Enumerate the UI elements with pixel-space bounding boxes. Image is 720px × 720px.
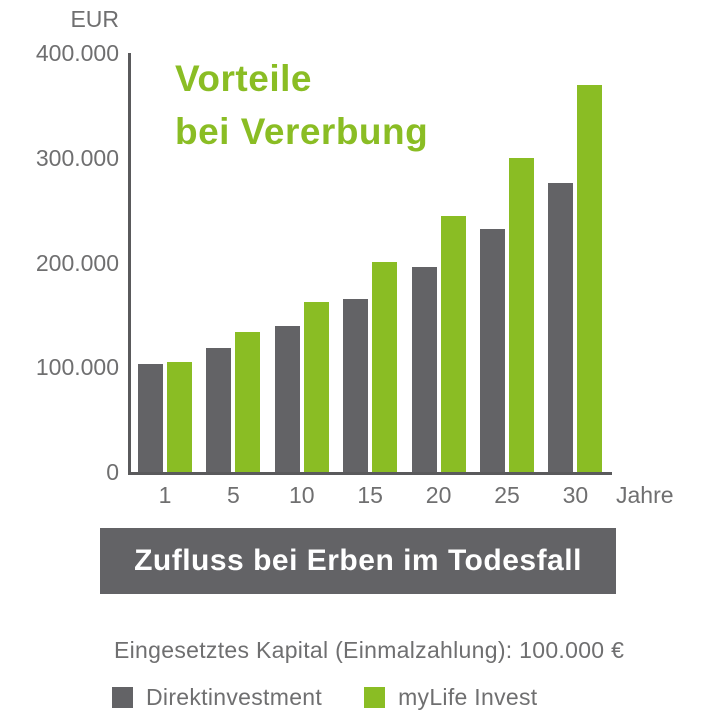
bar-mylife-invest-jahr-1 <box>167 362 192 472</box>
bar-mylife-invest-jahr-25 <box>509 158 534 472</box>
bar-direktinvestment-jahr-15 <box>343 299 368 472</box>
legend-item-direktinvestment <box>112 684 322 711</box>
x-tick-label: 15 <box>357 482 383 508</box>
y-axis-line <box>128 53 131 473</box>
chart-title-line1: Vorteile <box>175 58 312 99</box>
y-tick-label: 0 <box>106 459 119 485</box>
legend-label: myLife Invest <box>398 684 538 710</box>
chart-title <box>175 52 428 158</box>
x-tick-label: 30 <box>562 482 589 508</box>
x-axis-unit-label: Jahre <box>616 482 674 508</box>
x-tick-label: 20 <box>425 482 452 508</box>
banner <box>100 528 616 594</box>
bar-direktinvestment-jahr-1 <box>138 364 163 472</box>
bar-direktinvestment-jahr-5 <box>206 348 231 472</box>
y-tick-label: 300.000 <box>35 144 119 171</box>
banner-title: Zufluss bei Erben im Todesfall <box>134 544 582 577</box>
bar-mylife-invest-jahr-15 <box>372 262 397 472</box>
legend-swatch-mylife-invest <box>364 687 385 708</box>
x-tick-label: 10 <box>289 482 315 508</box>
x-tick-label: 1 <box>158 482 172 508</box>
bar-direktinvestment-jahr-30 <box>548 183 573 472</box>
y-tick-label: 400.000 <box>35 40 119 66</box>
y-axis-unit-label: EUR <box>70 6 119 32</box>
legend-swatch-direktinvestment <box>112 687 133 708</box>
x-axis-line <box>128 472 612 475</box>
bar-direktinvestment-jahr-20 <box>412 267 437 472</box>
x-tick-label: 25 <box>494 482 520 508</box>
bar-mylife-invest-jahr-20 <box>441 216 466 472</box>
chart-title-line2: bei Vererbung <box>175 111 429 152</box>
legend-item-mylife-invest <box>364 684 537 711</box>
bar-direktinvestment-jahr-25 <box>480 229 505 472</box>
y-tick-label: 100.000 <box>35 354 119 381</box>
bar-direktinvestment-jahr-10 <box>275 326 300 472</box>
y-tick-label: 200.000 <box>35 249 119 276</box>
bar-mylife-invest-jahr-30 <box>577 85 602 472</box>
bar-mylife-invest-jahr-10 <box>304 302 329 472</box>
legend-label: Direktinvestment <box>146 684 323 710</box>
caption-text: Eingesetztes Kapital (Einmalzahlung): 100.000 € <box>114 637 625 663</box>
x-tick-label: 5 <box>226 482 240 508</box>
bar-mylife-invest-jahr-5 <box>235 332 260 472</box>
legend <box>112 684 537 711</box>
